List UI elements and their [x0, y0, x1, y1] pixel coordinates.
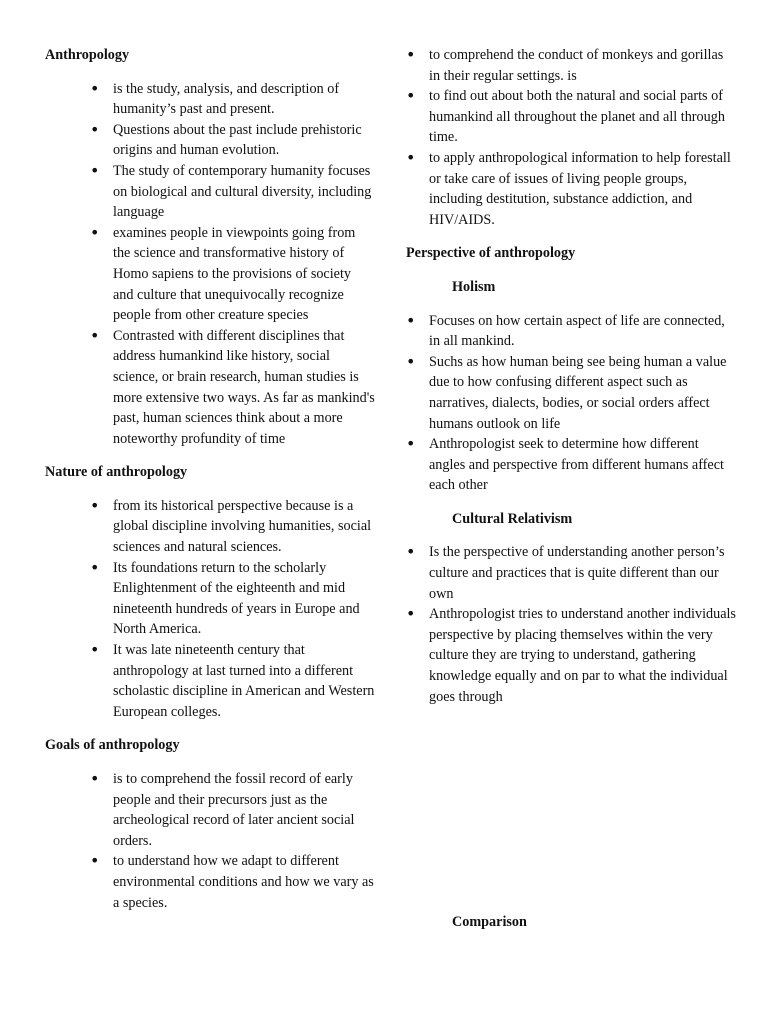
- list-item: • to find out about both the natural and social parts of humankind all throughout the planet and all through time.: [361, 86, 736, 148]
- list-cultural-relativism: [361, 542, 736, 707]
- heading-comparison: Comparison: [452, 914, 527, 930]
- list-item: • Its foundations return to the scholarly Enlightenment of the eighteenth and mid nineteenth hundreds of years in Europe and North America.: [45, 558, 375, 640]
- list-item: • The study of contemporary humanity focuses on biological and cultural diversity, including language: [45, 161, 375, 223]
- list-item: • to apply anthropological information to help forestall or take care of issues of living people groups, including destitution, substance addiction, and HIV/AIDS.: [361, 148, 736, 230]
- list-item: • Is the perspective of understanding another person’s culture and practices that is quite different than our own: [361, 542, 736, 604]
- list-item: • is to comprehend the fossil record of early people and their precursors just as the archeological record of later ancient social orders.: [45, 769, 375, 851]
- list-goals: [45, 769, 375, 913]
- right-column: [406, 45, 736, 707]
- heading-perspective: Perspective of anthropology: [406, 245, 576, 262]
- heading-cultural-relativism: Cultural Relativism: [452, 510, 573, 527]
- list-item: • Questions about the past include prehistoric origins and human evolution.: [45, 120, 375, 161]
- list-nature: [45, 496, 375, 723]
- heading-anthropology: Anthropology: [45, 47, 130, 63]
- left-column: [45, 45, 375, 913]
- list-item: • to understand how we adapt to different environmental conditions and how we vary as a species.: [45, 851, 375, 913]
- list-item: • to comprehend the conduct of monkeys and gorillas in their regular settings. is: [361, 45, 736, 86]
- list-holism: [361, 311, 736, 496]
- list-item: • Focuses on how certain aspect of life are connected, in all mankind.: [361, 311, 736, 352]
- list-item: • from its historical perspective because is a global discipline involving humanities, social sciences and natural sciences.: [45, 496, 375, 558]
- list-item: • Anthropologist tries to understand another individuals perspective by placing themselves within the very culture they are trying to understand, gathering knowledge equally and on par to what the individual goes through: [361, 604, 736, 707]
- list-item: • Anthropologist seek to determine how different angles and perspective from different humans affect each other: [361, 434, 736, 496]
- heading-goals: Goals of anthropology: [45, 737, 180, 754]
- list-goals-continued: [361, 45, 736, 230]
- list-item: • is the study, analysis, and description of humanity’s past and present.: [45, 79, 375, 120]
- heading-nature: Nature of anthropology: [45, 464, 188, 481]
- list-item: • Contrasted with different disciplines that address humankind like history, social science, or brain research, human studies is more extensive two ways. As far as mankind's past, human sciences think about a more noteworthy profundity of time: [45, 326, 375, 450]
- list-item: • examines people in viewpoints going from the science and transformative history of Homo sapiens to the provisions of society and culture that unequivocally recognize people from other creature species: [45, 223, 375, 326]
- list-anthropology: [45, 79, 375, 450]
- heading-holism: Holism: [452, 278, 496, 295]
- list-item: • It was late nineteenth century that anthropology at last turned into a different scholastic discipline in American and Western European colleges.: [45, 640, 375, 722]
- list-item: • Suchs as how human being see being human a value due to how confusing different aspect such as narratives, dialects, bodies, or social orders affect humans outlook on life: [361, 352, 736, 434]
